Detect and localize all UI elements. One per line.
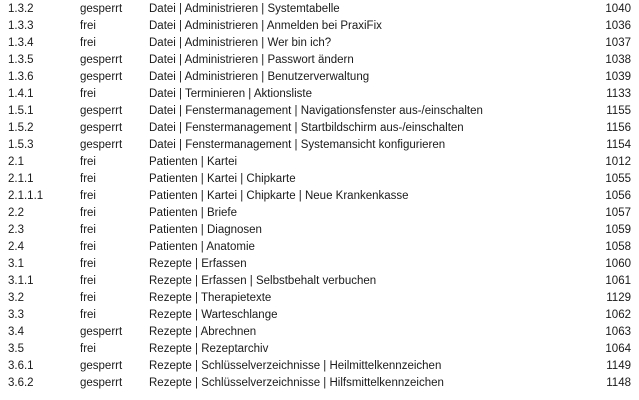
- table-row: [0, 137, 639, 154]
- menu-path: Datei | Administrieren | Wer bin ich?: [149, 37, 332, 49]
- menu-number: 3.1.1: [8, 275, 34, 287]
- table-row: [0, 256, 639, 273]
- menu-path: Patienten | Kartei: [149, 156, 238, 168]
- table-row: [0, 18, 639, 35]
- table-row: [0, 120, 639, 137]
- menu-path: Patienten | Kartei | Chipkarte | Neue Krankenkasse: [149, 190, 409, 202]
- menu-path: Rezepte | Rezeptarchiv: [149, 343, 269, 355]
- menu-number: 1.5.3: [8, 139, 34, 151]
- access-status: gesperrt: [80, 122, 123, 134]
- table-row: [0, 290, 639, 307]
- function-code: 1056: [605, 190, 631, 202]
- menu-number: 1.3.6: [8, 71, 34, 83]
- menu-path: Rezepte | Schlüsselverzeichnisse | Heilmittelkennzeichen: [149, 360, 442, 372]
- menu-number: 1.3.3: [8, 20, 34, 32]
- function-code: 1058: [605, 241, 631, 253]
- function-code: 1055: [605, 173, 631, 185]
- menu-number: 3.4: [8, 326, 24, 338]
- menu-number: 3.6.2: [8, 377, 34, 389]
- menu-number: 1.5.1: [8, 105, 34, 117]
- menu-path: Datei | Administrieren | Anmelden bei PraxiFix: [149, 20, 382, 32]
- function-code: 1038: [605, 54, 631, 66]
- access-status: gesperrt: [80, 71, 123, 83]
- access-status: frei: [80, 88, 96, 100]
- access-status: frei: [80, 37, 96, 49]
- access-status: frei: [80, 20, 96, 32]
- menu-path: Patienten | Anatomie: [149, 241, 255, 253]
- menu-path: Rezepte | Schlüsselverzeichnisse | Hilfsmittelkennzeichen: [149, 377, 444, 389]
- access-status: frei: [80, 190, 96, 202]
- menu-number: 3.3: [8, 309, 24, 321]
- menu-number: 1.4.1: [8, 88, 34, 100]
- menu-path: Datei | Fenstermanagement | Navigationsfenster aus-/einschalten: [149, 105, 483, 117]
- access-status: gesperrt: [80, 377, 123, 389]
- table-row: [0, 188, 639, 205]
- table-row: [0, 69, 639, 86]
- menu-path: Datei | Terminieren | Aktionsliste: [149, 88, 312, 100]
- table-row: [0, 273, 639, 290]
- menu-path: Rezepte | Abrechnen: [149, 326, 257, 338]
- menu-number: 2.1: [8, 156, 24, 168]
- menu-path: Datei | Fenstermanagement | Systemansicht konfigurieren: [149, 139, 446, 151]
- access-status: frei: [80, 173, 96, 185]
- menu-number: 2.3: [8, 224, 24, 236]
- access-status: frei: [80, 292, 96, 304]
- function-code: 1063: [605, 326, 631, 338]
- menu-path: Datei | Administrieren | Benutzerverwaltung: [149, 71, 370, 83]
- menu-number: 2.1.1: [8, 173, 34, 185]
- menu-number: 3.2: [8, 292, 24, 304]
- function-code: 1057: [605, 207, 631, 219]
- table-row: [0, 239, 639, 256]
- table-row: [0, 52, 639, 69]
- function-code: 1064: [605, 343, 631, 355]
- table-row: [0, 222, 639, 239]
- table-row: [0, 103, 639, 120]
- access-status: gesperrt: [80, 360, 123, 372]
- table-row: [0, 375, 639, 392]
- access-status: gesperrt: [80, 326, 123, 338]
- function-code: 1040: [605, 3, 631, 15]
- menu-number: 2.4: [8, 241, 24, 253]
- table-row: [0, 154, 639, 171]
- function-code: 1148: [606, 377, 631, 389]
- menu-number: 3.6.1: [8, 360, 34, 372]
- function-code: 1129: [606, 292, 631, 304]
- function-code: 1061: [605, 275, 631, 287]
- function-code: 1133: [606, 88, 631, 100]
- menu-number: 1.5.2: [8, 122, 34, 134]
- table-row: [0, 307, 639, 324]
- menu-path: Rezepte | Erfassen | Selbstbehalt verbuchen: [149, 275, 377, 287]
- menu-path: Datei | Fenstermanagement | Startbildschirm aus-/einschalten: [149, 122, 464, 134]
- menu-path: Rezepte | Erfassen: [149, 258, 247, 270]
- menu-path: Rezepte | Therapietexte: [149, 292, 272, 304]
- access-status: gesperrt: [80, 139, 123, 151]
- function-code: 1012: [605, 156, 631, 168]
- menu-path: Datei | Administrieren | Passwort ändern: [149, 54, 354, 66]
- table-row: [0, 35, 639, 52]
- access-status: frei: [80, 156, 96, 168]
- menu-number: 3.1: [8, 258, 24, 270]
- function-code: 1060: [605, 258, 631, 270]
- access-status: gesperrt: [80, 105, 123, 117]
- access-status: frei: [80, 275, 96, 287]
- menu-number: 2.1.1.1: [8, 190, 44, 202]
- menu-path: Patienten | Briefe: [149, 207, 238, 219]
- table-row: [0, 358, 639, 375]
- menu-path: Rezepte | Warteschlange: [149, 309, 278, 321]
- access-status: frei: [80, 224, 96, 236]
- permission-table: [0, 1, 639, 392]
- function-code: 1059: [605, 224, 631, 236]
- access-status: frei: [80, 258, 96, 270]
- function-code: 1039: [605, 71, 631, 83]
- function-code: 1155: [606, 105, 631, 117]
- function-code: 1149: [606, 360, 631, 372]
- menu-number: 1.3.5: [8, 54, 34, 66]
- table-row: [0, 86, 639, 103]
- function-code: 1037: [605, 37, 631, 49]
- access-status: frei: [80, 241, 96, 253]
- function-code: 1154: [606, 139, 631, 151]
- function-code: 1062: [605, 309, 631, 321]
- access-status: frei: [80, 309, 96, 321]
- access-status: frei: [80, 343, 96, 355]
- table-row: [0, 171, 639, 188]
- access-status: gesperrt: [80, 3, 123, 15]
- menu-number: 2.2: [8, 207, 24, 219]
- menu-number: 3.5: [8, 343, 24, 355]
- table-row: [0, 324, 639, 341]
- menu-path: Patienten | Kartei | Chipkarte: [149, 173, 296, 185]
- access-status: frei: [80, 207, 96, 219]
- table-row: [0, 1, 639, 18]
- menu-number: 1.3.2: [8, 3, 34, 15]
- function-code: 1156: [606, 122, 631, 134]
- access-status: gesperrt: [80, 54, 123, 66]
- table-row: [0, 205, 639, 222]
- menu-number: 1.3.4: [8, 37, 34, 49]
- menu-path: Datei | Administrieren | Systemtabelle: [149, 3, 340, 15]
- function-code: 1036: [605, 20, 631, 32]
- menu-path: Patienten | Diagnosen: [149, 224, 262, 236]
- table-row: [0, 341, 639, 358]
